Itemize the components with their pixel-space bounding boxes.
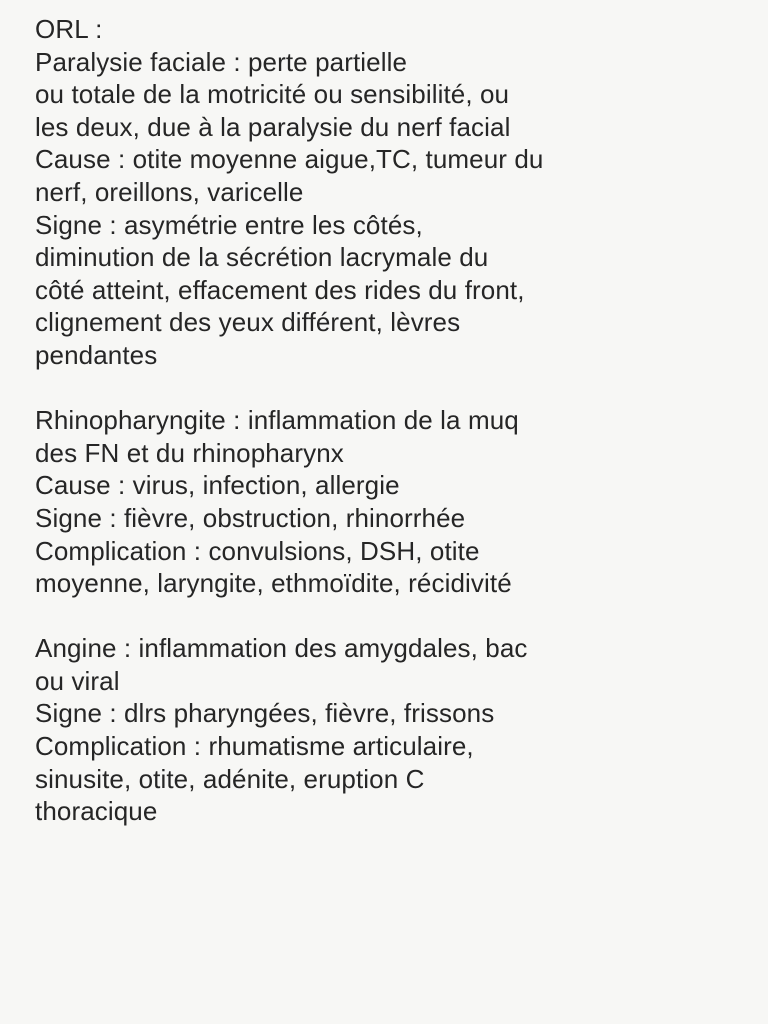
text-line: Cause : virus, infection, allergie: [35, 470, 400, 501]
text-line: thoracique: [35, 796, 158, 827]
text-line: pendantes: [35, 339, 158, 370]
text-line: Paralysie faciale : perte partielle: [35, 46, 408, 77]
text-line: ou viral: [35, 665, 120, 696]
text-line: Signe : fièvre, obstruction, rhinorrhée: [35, 502, 466, 533]
text-line: Angine : inflammation des amygdales, bac: [35, 633, 528, 664]
text-line: Complication : convulsions, DSH, otite: [35, 535, 480, 566]
text-line: Signe : asymétrie entre les côtés,: [35, 209, 423, 240]
section-angine: [35, 632, 760, 828]
text-line: Signe : dlrs pharyngées, fièvre, frissons: [35, 698, 495, 729]
text-line: diminution de la sécrétion lacrymale du: [35, 242, 489, 273]
text-line: clignement des yeux différent, lèvres: [35, 307, 461, 338]
text-line: ou totale de la motricité ou sensibilité, ou: [35, 79, 510, 110]
text-line: les deux, due à la paralysie du nerf facial: [35, 111, 511, 142]
note-body: [35, 13, 760, 828]
text-line: sinusite, otite, adénite, eruption C: [35, 763, 425, 794]
text-line: Cause : otite moyenne aigue,TC, tumeur du: [35, 144, 544, 175]
paragraph-gap: [35, 600, 760, 633]
text-line: nerf, oreillons, varicelle: [35, 176, 304, 207]
text-line: des FN et du rhinopharynx: [35, 437, 344, 468]
section-paralysie-faciale: [35, 46, 760, 372]
section-rhinopharyngite: [35, 404, 760, 600]
text-line: moyenne, laryngite, ethmoïdite, récidivité: [35, 568, 512, 599]
text-line: Rhinopharyngite : inflammation de la muq: [35, 405, 519, 436]
paragraph-gap: [35, 372, 760, 405]
text-line: côté atteint, effacement des rides du front,: [35, 274, 525, 305]
text-line: Complication : rhumatisme articulaire,: [35, 731, 474, 762]
note-title: ORL :: [35, 14, 103, 44]
